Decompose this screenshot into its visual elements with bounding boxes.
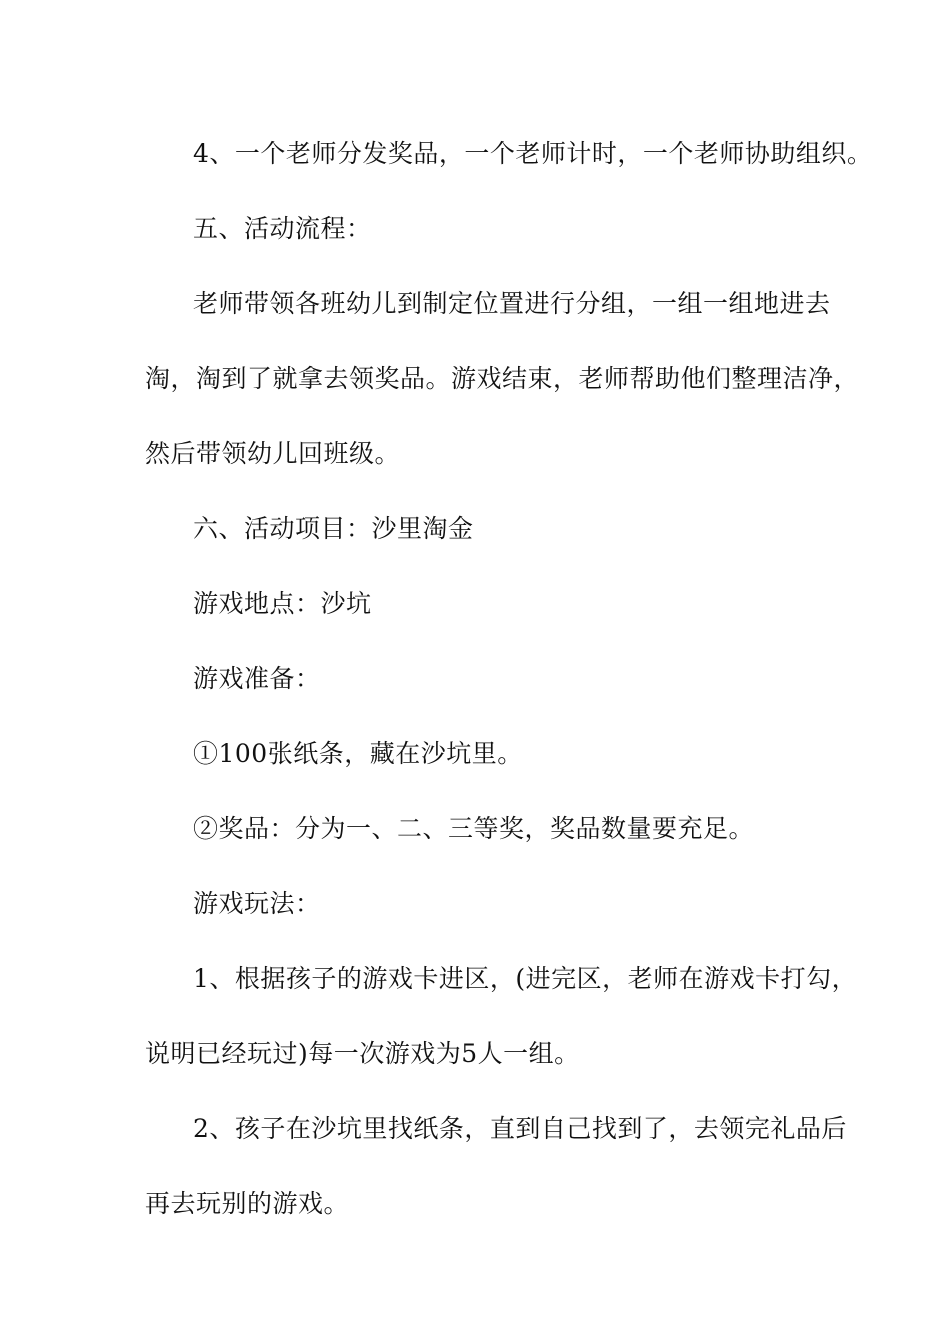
paragraph-line: 然后带领幼儿回班级。 <box>145 439 401 468</box>
section-heading: 六、活动项目：沙里淘金 <box>193 514 474 543</box>
paragraph-line: 2、孩子在沙坑里找纸条，直到自己找到了，去领完礼品后 <box>193 1114 847 1143</box>
section-heading: 五、活动流程： <box>193 214 372 243</box>
paragraph-line: 4、一个老师分发奖品，一个老师计时，一个老师协助组织。 <box>193 139 873 168</box>
paragraph-line: 游戏地点：沙坑 <box>193 589 372 618</box>
paragraph-line: 老师带领各班幼儿到制定位置进行分组，一组一组地进去 <box>193 289 831 318</box>
list-item: ②奖品：分为一、二、三等奖，奖品数量要充足。 <box>193 814 755 843</box>
list-item: ①100张纸条，藏在沙坑里。 <box>193 739 523 768</box>
paragraph-line: 1、根据孩子的游戏卡进区，(进完区，老师在游戏卡打勾， <box>193 964 858 993</box>
paragraph-line: 说明已经玩过)每一次游戏为5人一组。 <box>145 1039 580 1068</box>
paragraph-line: 再去玩别的游戏。 <box>145 1189 350 1218</box>
paragraph-line: 游戏准备： <box>193 664 321 693</box>
paragraph-line: 游戏玩法： <box>193 889 321 918</box>
paragraph-line: 淘，淘到了就拿去领奖品。游戏结束，老师帮助他们整理洁净， <box>145 364 860 393</box>
